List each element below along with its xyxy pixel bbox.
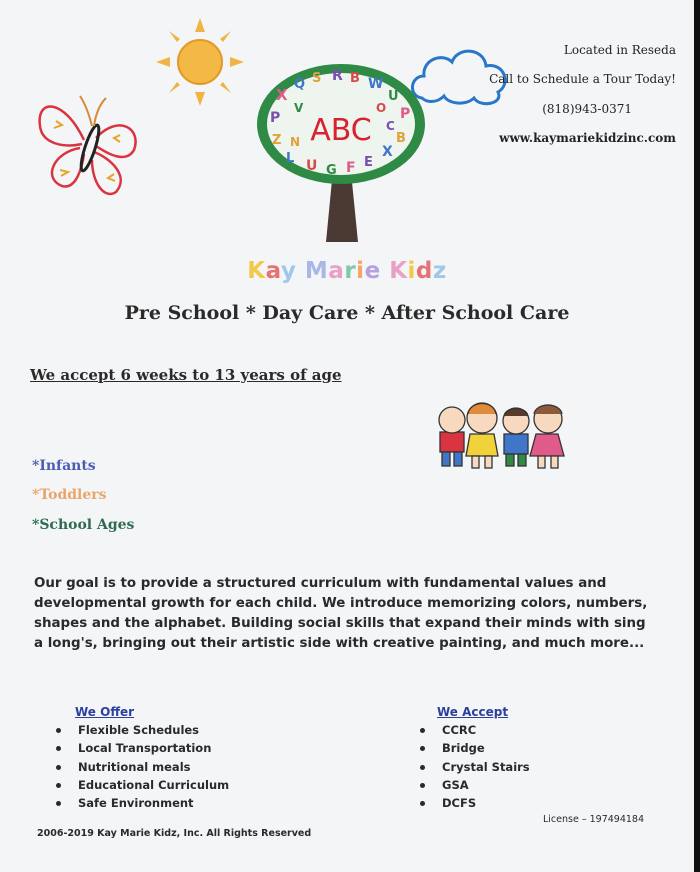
phone-number: (818)943-0371	[542, 102, 632, 116]
list-item: Local Transportation	[56, 739, 229, 757]
svg-text:B: B	[350, 71, 360, 86]
brand-letter: i	[407, 258, 416, 284]
svg-text:O: O	[376, 101, 387, 115]
svg-text:L: L	[286, 151, 295, 166]
svg-text:B: B	[396, 131, 406, 146]
svg-text:P: P	[400, 106, 411, 122]
svg-text:U: U	[388, 89, 399, 104]
abc-letters: ABC	[310, 113, 372, 148]
svg-text:X: X	[276, 86, 288, 104]
brand-letter: M	[304, 258, 329, 284]
brand-letter: r	[344, 258, 357, 284]
svg-text:E: E	[364, 155, 373, 170]
brand-letter	[296, 258, 305, 284]
sun-icon	[156, 18, 244, 106]
services-tagline: Pre School * Day Care * After School Care	[124, 302, 570, 324]
we-accept-list	[420, 721, 530, 812]
call-text: Call to Schedule a Tour Today!	[489, 72, 676, 86]
age-range-heading: We accept 6 weeks to 13 years of age	[30, 366, 342, 384]
svg-text:V: V	[294, 101, 304, 115]
list-item: Educational Curriculum	[56, 776, 229, 794]
age-group-infants: *Infants	[32, 458, 96, 474]
svg-text:G: G	[326, 163, 337, 178]
brand-letter: d	[415, 258, 433, 284]
age-group-toddlers: *Toddlers	[32, 487, 107, 503]
brand-letter: K	[247, 258, 266, 284]
copyright-notice: 2006-2019 Kay Marie Kidz, Inc. All Rights Reserved	[37, 828, 312, 839]
list-item: Bridge	[420, 739, 530, 757]
svg-text:U: U	[306, 158, 318, 174]
children-illustration	[430, 398, 576, 474]
list-item: Flexible Schedules	[56, 721, 229, 739]
goal-paragraph: Our goal is to provide a structured curriculum with fundamental values and developmental growth for each child. We introduce memorizing colors, numbers, shapes and the alphabet. Building social skills that expand their minds with sing a long's, bringing out their artistic side with creative painting, and much more...	[34, 576, 648, 651]
age-group-school-ages: *School Ages	[32, 517, 135, 533]
svg-text:F: F	[346, 160, 356, 176]
photo-edge	[694, 0, 700, 872]
brand-letter: e	[364, 258, 381, 284]
list-item: CCRC	[420, 721, 530, 739]
list-item: DCFS	[420, 794, 530, 812]
svg-text:P: P	[270, 110, 281, 126]
brand-letter: y	[280, 258, 297, 284]
brand-letter: z	[432, 258, 447, 284]
svg-text:C: C	[386, 119, 395, 133]
we-accept-title: We Accept	[437, 705, 509, 719]
license-number: License – 197494184	[543, 814, 645, 825]
brand-letter: K	[389, 258, 408, 284]
svg-text:R: R	[332, 68, 343, 84]
brand-letter	[381, 258, 390, 284]
svg-text:S: S	[312, 71, 322, 86]
brand-letter: a	[328, 258, 345, 284]
svg-text:Q: Q	[294, 77, 306, 92]
svg-text:X: X	[382, 144, 393, 160]
list-item: GSA	[420, 776, 530, 794]
butterfly-icon	[34, 88, 144, 200]
list-item: Crystal Stairs	[420, 758, 530, 776]
brand-letter: i	[356, 258, 365, 284]
list-item: Nutritional meals	[56, 758, 229, 776]
we-offer-title: We Offer	[75, 705, 135, 719]
location-text: Located in Reseda	[563, 43, 676, 57]
we-offer-list	[56, 721, 229, 812]
brand-letter: a	[265, 258, 281, 284]
svg-text:Z: Z	[272, 133, 282, 148]
svg-text:W: W	[368, 76, 384, 92]
abc-tree-logo	[254, 60, 428, 244]
list-item: Safe Environment	[56, 794, 229, 812]
svg-text:N: N	[290, 135, 301, 149]
website-text: www.kaymariekidzinc.com	[499, 131, 676, 145]
brand-name	[0, 258, 694, 284]
